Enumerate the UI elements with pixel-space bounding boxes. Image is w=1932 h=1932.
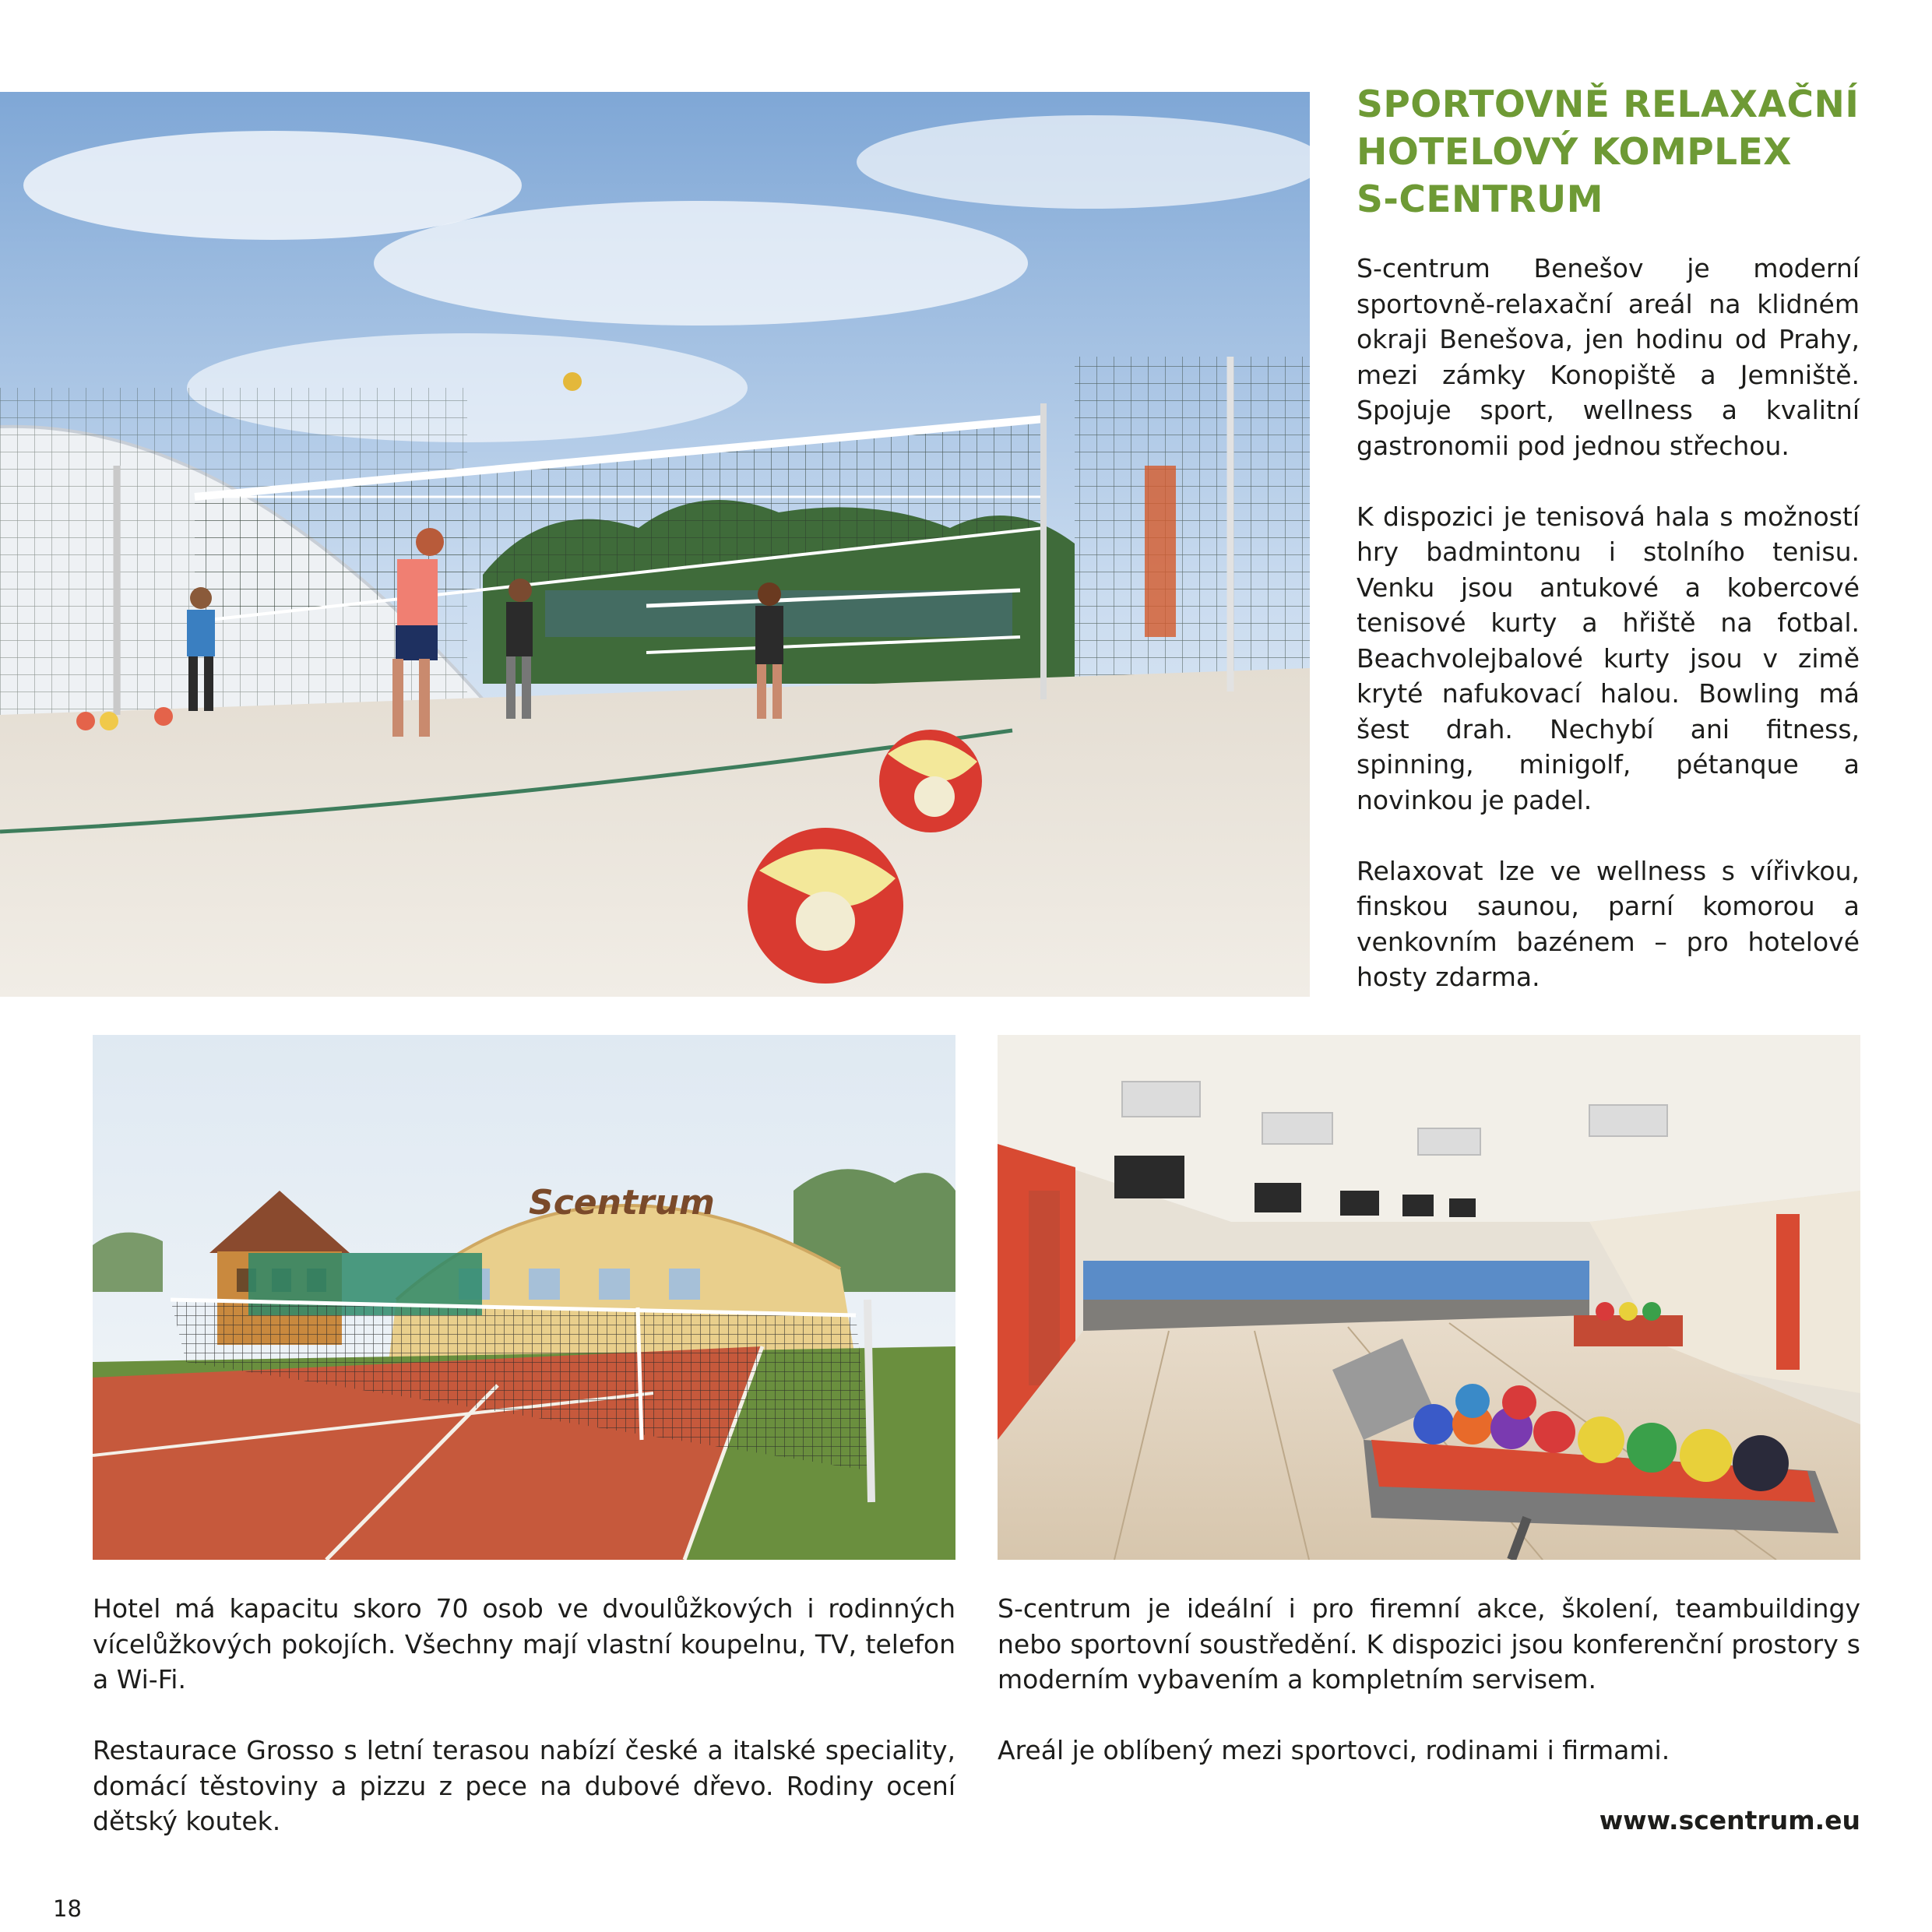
heading-line-3: S-CENTRUM <box>1357 178 1603 221</box>
website-link[interactable]: www.scentrum.eu <box>1599 1805 1860 1835</box>
heading-line-1: SPORTOVNĚ RELAXAČNÍ <box>1357 83 1860 126</box>
left-paragraph-1: Hotel má kapacitu skoro 70 osob ve dvoulůžkových i rodinných vícelůžkových pokojích. Všechny mají vlastní koupelnu, TV, telefon a Wi-Fi. <box>93 1593 955 1694</box>
heading-line-2: HOTELOVÝ KOMPLEX <box>1357 131 1792 174</box>
page-heading <box>1357 81 1870 223</box>
beach-volleyball-photo <box>0 92 1310 997</box>
side-paragraph-1: S-centrum Benešov je moderní sportovně-relaxační areál na klidném okraji Benešova, jen hodinu od Prahy, mezi zámky Konopiště a Jemniště. Spojuje sport, wellness a kvalitní gastronomii pod jednou střechou. <box>1357 253 1860 461</box>
side-paragraph-3: Relaxovat lze ve wellness s vířivkou, finskou saunou, parní komorou a venkovním bazénem – pro hotelové hosty zdarma. <box>1357 855 1860 992</box>
right-paragraph-1: S-centrum je ideální i pro firemní akce, školení, teambuildingy nebo sportovní soustředění. K dispozici jsou konferenční prostory s moderním vybavením a kompletním servisem. <box>998 1593 1860 1694</box>
tennis-court-photo <box>93 1035 955 1560</box>
page-number: 18 <box>53 1895 82 1922</box>
right-paragraph-2: Areál je oblíbený mezi sportovci, rodinami i firmami. <box>998 1735 1670 1765</box>
left-paragraph-2: Restaurace Grosso s letní terasou nabízí české a italské speciality, domácí těstoviny a pizzu z pece na dubové dřevo. Rodiny ocení dětský koutek. <box>93 1735 955 1836</box>
right-column <box>998 1591 1860 1768</box>
side-column <box>1357 251 1860 995</box>
left-column <box>93 1591 955 1839</box>
bowling-photo <box>998 1035 1860 1560</box>
hall-sign-text: Scentrum <box>529 1183 715 1223</box>
side-paragraph-2: K dispozici je tenisová hala s možností hry badmintonu i stolního tenisu. Venku jsou antukové a kobercové tenisové kurty a hřiště na fotbal. Beachvolejbalové kurty jsou v zimě kryté nafukovací halou. Bowling má šest drah. Nechybí ani fitness, spinning, minigolf, pétanque a novinkou je padel. <box>1357 501 1860 815</box>
